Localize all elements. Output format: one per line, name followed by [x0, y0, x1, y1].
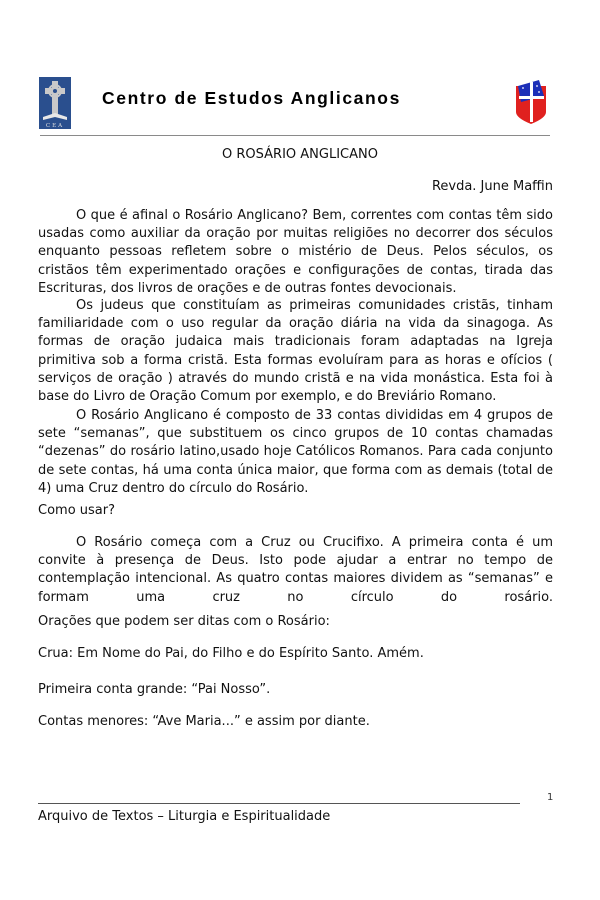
shield-cross-logo-icon — [515, 78, 547, 124]
author-name: Revda. June Maffin — [431, 179, 553, 194]
organization-title: Centro de Estudos Anglicanos — [102, 88, 401, 108]
paragraph-text: O que é afinal o Rosário Anglicano? Bem, correntes com contas têm sido usadas como auxiliar da oração por muitas religiões no decorrer dos séculos enquanto pessoas refletem sobre o mistério de Deus. Pelos séculos, os cristãos têm experimentado orações e configurações de contas, tirada das Escrituras, dos livros de orações e de outras fontes devocionais. — [38, 208, 553, 296]
prayers-heading: Orações que podem ser ditas com o Rosário: — [38, 614, 330, 629]
prayer-item: Crua: Em Nome do Pai, do Filho e do Espírito Santo. Amém. — [38, 646, 424, 661]
footer-divider — [38, 803, 520, 804]
document-title: O ROSÁRIO ANGLICANO — [222, 147, 378, 162]
paragraph-history — [38, 297, 553, 406]
paragraph-text: Os judeus que constituíam as primeiras comunidades cristãs, tinham familiaridade com o uso regular da oração diária na vida da sinagoga. As formas de oração judaica mais tradicionais foram adaptadas na Igreja primitiva sob a forma cristã. Esta formas evoluíram para as horas e ofícios ( serviços de oração ) através do mundo cristã e na vida monástica. Esta foi à base do Livro de Oração Comum por exemplo, e do Breviário Romano. — [38, 298, 553, 405]
paragraph-text: O Rosário Anglicano é composto de 33 contas divididas em 4 grupos de sete “semanas”, que substituem os cinco grupos de 10 contas chamadas “dezenas” do rosário latino,usado hoje Católicos Romanos. Para cada conjunto de sete contas, há uma conta única maior, que forma com as demais (total de 4) uma Cruz dentro do círculo do Rosário. — [38, 408, 553, 496]
prayer-item: Contas menores: “Ave Maria...” e assim por diante. — [38, 714, 370, 729]
paragraph-structure — [38, 407, 553, 498]
footer-text: Arquivo de Textos – Liturgia e Espiritualidade — [38, 809, 331, 824]
paragraph-intro — [38, 207, 553, 298]
section-heading-how-to-use: Como usar? — [38, 503, 116, 518]
paragraph-usage — [38, 534, 553, 607]
celtic-cross-logo-icon — [39, 77, 71, 129]
svg-text:CEA: CEA — [45, 123, 65, 129]
paragraph-text: O Rosário começa com a Cruz ou Crucifixo. A primeira conta é um convite à presença de Deus. Isto pode ajudar a entrar no tempo de contemplação intencional. As quatro contas maiores dividem as “semanas” e formam uma cruz no círculo do rosário. — [38, 535, 553, 605]
page-number: 1 — [547, 792, 554, 803]
prayer-item: Primeira conta grande: “Pai Nosso”. — [38, 682, 271, 697]
header-divider — [40, 135, 550, 136]
